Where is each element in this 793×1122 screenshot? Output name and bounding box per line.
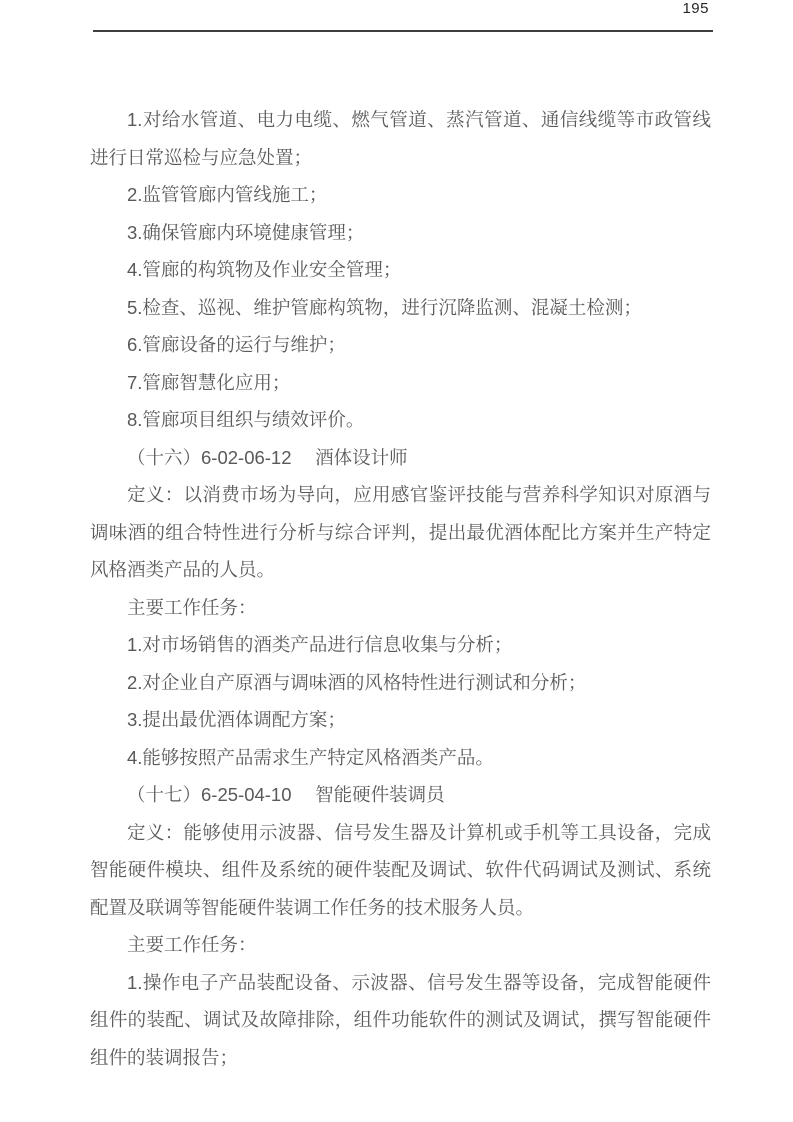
pipeline-task-item-5: 5.检查、巡视、维护管廊构筑物，进行沉降监测、混凝土检测； bbox=[127, 296, 642, 318]
page-body bbox=[90, 101, 711, 1076]
pipeline-task-item-8: 8.管廊项目组织与绩效评价。 bbox=[127, 409, 365, 430]
page-number: 195 bbox=[682, 0, 709, 17]
section17-task-item-1: 1.操作电子产品装配设备、示波器、信号发生器等设备，完成智能硬件组件的装配、调试及故障排除，组件功能软件的测试及调试，撰写智能硬件组件的装调报告； bbox=[90, 971, 711, 1068]
definition-paragraph-16: 定义：以消费市场为导向，应用感官鉴评技能与营养科学知识对原酒与调味酒的组合特性进行分析与综合评判，提出最优酒体配比方案并生产特定风格酒类产品的人员。 bbox=[90, 484, 711, 580]
pipeline-task-item-1: 1.对给水管道、电力电缆、燃气管道、蒸汽管道、通信线缆等市政管线进行日常巡检与应急处置； bbox=[90, 109, 711, 168]
tasks-label-17: 主要工作任务： bbox=[127, 934, 257, 955]
pipeline-task-item-2: 2.监管管廊内管线施工； bbox=[127, 184, 328, 205]
section16-task-item-4: 4.能够按照产品需求生产特定风格酒类产品。 bbox=[127, 746, 494, 768]
section-heading-16: （十六）6-02-06-12 酒体设计师 bbox=[127, 446, 408, 468]
pipeline-task-item-3: 3.确保管廊内环境健康管理； bbox=[127, 221, 365, 243]
pipeline-task-item-4: 4.管廊的构筑物及作业安全管理； bbox=[127, 259, 402, 280]
pipeline-task-item-7: 7.管廊智慧化应用； bbox=[127, 371, 291, 393]
tasks-label-16: 主要工作任务： bbox=[127, 596, 257, 618]
definition-paragraph-17: 定义：能够使用示波器、信号发生器及计算机或手机等工具设备，完成智能硬件模块、组件及系统的硬件装配及调试、软件代码调试及测试、系统配置及联调等智能硬件装调工作任务的技术服务人员。 bbox=[90, 821, 711, 918]
section16-task-item-2: 2.对企业自产原酒与调味酒的风格特性进行测试和分析； bbox=[127, 671, 587, 693]
section-heading-17: （十七）6-25-04-10 智能硬件装调员 bbox=[127, 784, 445, 805]
header-divider bbox=[93, 30, 713, 32]
pipeline-task-item-6: 6.管廊设备的运行与维护； bbox=[127, 334, 346, 355]
section16-task-item-1: 1.对市场销售的酒类产品进行信息收集与分析； bbox=[127, 634, 513, 655]
section16-task-item-3: 3.提出最优酒体调配方案； bbox=[127, 709, 346, 730]
